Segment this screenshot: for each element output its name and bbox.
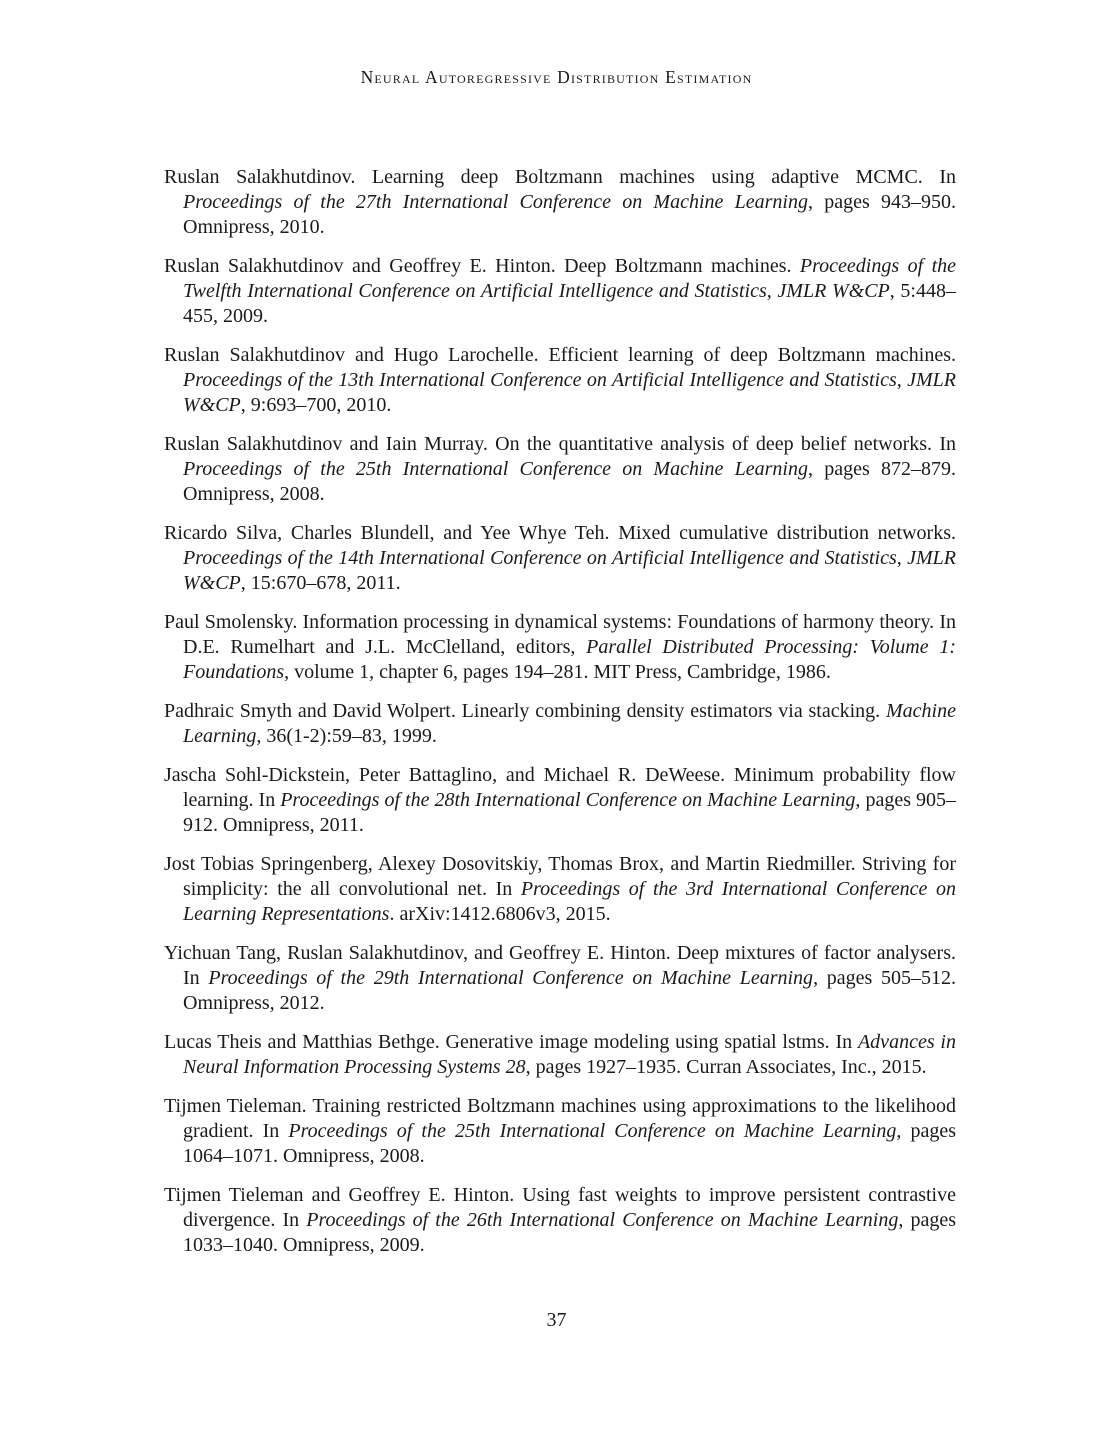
reference-entry	[164, 1183, 956, 1258]
reference-entry	[164, 1094, 956, 1169]
reference-venue-italic: Proceedings of the 26th International Conference on Machine Learning	[306, 1209, 899, 1231]
reference-entry	[164, 432, 956, 507]
reference-entry	[164, 521, 956, 596]
reference-entry	[164, 763, 956, 838]
reference-text: Jascha Sohl-Dickstein, Peter Battaglino, and Michael R. DeWeese. Minimum probability flow learning. In	[164, 764, 956, 811]
reference-text: Paul Smolensky. Information processing in dynamical systems: Foundations of harmony theory. In D.E. Rumelhart and J.L. McClelland, editors,	[164, 611, 956, 658]
reference-entry	[164, 165, 956, 240]
reference-text: , pages 1064–1071. Omnipress, 2008.	[183, 1120, 957, 1167]
reference-text: Tijmen Tieleman and Geoffrey E. Hinton. Using fast weights to improve persistent contrastive divergence. In	[164, 1184, 956, 1231]
reference-text: , pages 1033–1040. Omnipress, 2009.	[183, 1209, 957, 1256]
reference-venue-italic: Proceedings of the 25th International Conference on Machine Learning	[183, 458, 808, 480]
reference-venue-italic: Machine Learning	[183, 700, 956, 747]
reference-text: . arXiv:1412.6806v3, 2015.	[389, 903, 611, 925]
reference-text: Ruslan Salakhutdinov and Iain Murray. On the quantitative analysis of deep belief networks. In	[164, 433, 956, 455]
reference-venue-italic: Proceedings of the 25th International Conference on Machine Learning	[288, 1120, 897, 1142]
reference-entry	[164, 699, 956, 749]
reference-text: Jost Tobias Springenberg, Alexey Dosovitskiy, Thomas Brox, and Martin Riedmiller. Striving for simplicity: the all convolutional net. In	[164, 853, 956, 900]
reference-entry	[164, 254, 956, 329]
reference-text: , volume 1, chapter 6, pages 194–281. MIT Press, Cambridge, 1986.	[284, 661, 831, 683]
reference-text: Ruslan Salakhutdinov and Hugo Larochelle. Efficient learning of deep Boltzmann machines.	[164, 344, 956, 366]
reference-venue-italic: Proceedings of the Twelfth International Conference on Artificial Intelligence and Statistics, JMLR W&CP	[183, 255, 956, 302]
reference-text: , pages 943–950. Omnipress, 2010.	[183, 191, 956, 238]
reference-entry	[164, 343, 956, 418]
reference-text: Padhraic Smyth and David Wolpert. Linearly combining density estimators via stacking.	[164, 700, 887, 722]
reference-text: , pages 872–879. Omnipress, 2008.	[183, 458, 956, 505]
running-header: Neural Autoregressive Distribution Estimation	[360, 67, 753, 87]
reference-venue-italic: Proceedings of the 14th International Conference on Artificial Intelligence and Statistics, JMLR W&CP	[183, 547, 956, 594]
reference-text: Lucas Theis and Matthias Bethge. Generative image modeling using spatial lstms. In	[164, 1031, 858, 1053]
reference-text: , 9:693–700, 2010.	[240, 394, 392, 416]
page-number: 37	[546, 1309, 567, 1331]
reference-entry	[164, 941, 956, 1016]
reference-text: , 36(1-2):59–83, 1999.	[256, 725, 437, 747]
reference-text: Ruslan Salakhutdinov. Learning deep Boltzmann machines using adaptive MCMC. In	[164, 166, 956, 188]
reference-text: , pages 905–912. Omnipress, 2011.	[183, 789, 956, 836]
reference-venue-italic: Proceedings of the 3rd International Conference on Learning Representations	[183, 878, 956, 925]
reference-text: Tijmen Tieleman. Training restricted Boltzmann machines using approximations to the likelihood gradient. In	[164, 1095, 956, 1142]
reference-text: Ricardo Silva, Charles Blundell, and Yee Whye Teh. Mixed cumulative distribution networks.	[164, 522, 956, 544]
reference-text: , 5:448–455, 2009.	[183, 280, 956, 327]
reference-text: , pages 505–512. Omnipress, 2012.	[183, 967, 957, 1014]
reference-text: , pages 1927–1935. Curran Associates, Inc., 2015.	[525, 1056, 927, 1078]
reference-venue-italic: Proceedings of the 29th International Conference on Machine Learning	[208, 967, 814, 989]
reference-entry	[164, 852, 956, 927]
references-list	[164, 165, 956, 1272]
reference-text: , 15:670–678, 2011.	[240, 572, 401, 594]
reference-venue-italic: Proceedings of the 13th International Conference on Artificial Intelligence and Statistics, JMLR W&CP	[183, 369, 956, 416]
reference-venue-italic: Parallel Distributed Processing: Volume 1: Foundations	[183, 636, 956, 683]
reference-entry	[164, 610, 956, 685]
reference-text: Ruslan Salakhutdinov and Geoffrey E. Hinton. Deep Boltzmann machines.	[164, 255, 800, 277]
reference-venue-italic: Proceedings of the 27th International Conference on Machine Learning	[183, 191, 808, 213]
reference-entry	[164, 1030, 956, 1080]
reference-venue-italic: Proceedings of the 28th International Conference on Machine Learning	[280, 789, 856, 811]
reference-venue-italic: Advances in Neural Information Processing Systems 28	[183, 1031, 956, 1078]
reference-text: Yichuan Tang, Ruslan Salakhutdinov, and Geoffrey E. Hinton. Deep mixtures of factor analysers. In	[164, 942, 956, 989]
